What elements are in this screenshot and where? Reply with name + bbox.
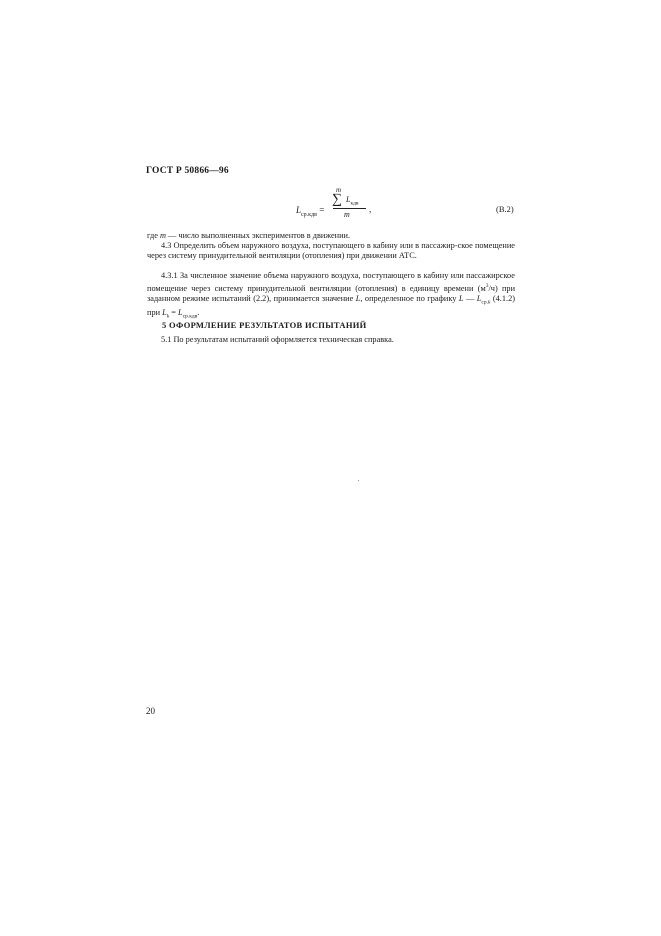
paragraph-5-1: 5.1 По результатам испытаний оформляется техническая справка.: [161, 335, 394, 344]
formula-equals: =: [319, 205, 325, 215]
p431-text-b: /ч) при заданном режиме испытаний (2.2), принимается значение: [147, 283, 516, 303]
document-header: ГОСТ Р 50866—96: [146, 166, 229, 176]
p431-text-a: 4.3.1 За численное значение объема наружного воздуха, поступающего в кабину или пассажирское помещение через систему принудительной вентиляции (отопления) в единицу времени (м: [147, 271, 515, 293]
p431-text-c: , определенное по графику: [360, 293, 459, 303]
p431-text-f: =: [169, 307, 179, 317]
p431-var-l2: L: [458, 293, 464, 303]
p431-var-l3: L: [476, 293, 482, 303]
formula-trail: ,: [369, 204, 372, 214]
formula-num-sub: кдв: [350, 200, 359, 207]
formula-denominator: m: [344, 210, 350, 219]
p431-text-d: —: [463, 293, 477, 303]
equation-number: (В.2): [496, 204, 514, 214]
p431-sub5: ср.кдв: [182, 313, 198, 320]
p431-sub3a: ср.: [481, 299, 488, 306]
where-prefix: где: [147, 231, 160, 240]
p431-sup: 3: [485, 283, 489, 290]
where-text: — число выполненных экспериментов в движении.: [165, 231, 351, 240]
p431-text-e: (4.1.2) при: [147, 293, 515, 317]
formula-b2: [290, 186, 390, 222]
page-number: 20: [146, 706, 155, 716]
p431-text-g: .: [197, 307, 200, 317]
paragraph-4-3: 4.3 Определить объем наружного воздуха, поступающего в кабину или в пассажир-ское помещение через систему принудительной вентиляции (отопления) при движении АТС.: [147, 241, 515, 261]
formula-lhs: [296, 205, 324, 218]
formula-sum-symbol: ∑: [332, 192, 342, 207]
p431-var-l: L: [355, 293, 361, 303]
p431-sub4: k: [166, 313, 170, 320]
formula-numerator: [346, 195, 359, 207]
paragraph-4-3-1: [147, 271, 515, 321]
fraction-bar: [333, 208, 366, 209]
section-5-heading: 5 ОФОРМЛЕНИЕ РЕЗУЛЬТАТОВ ИСПЫТАНИЙ: [162, 320, 367, 330]
formula-lhs-symbol: L: [296, 205, 302, 215]
scan-speck: [358, 480, 359, 481]
where-var: m: [159, 231, 166, 240]
p431-var-l5: L: [178, 307, 183, 317]
where-paragraph: [147, 231, 515, 241]
formula-lhs-sub: ср.кдв: [301, 211, 317, 218]
p431-var-l4: L: [162, 307, 167, 317]
formula-sum-upper: m: [336, 186, 342, 194]
formula-num-symbol: L: [346, 195, 351, 204]
p431-sub3b: k: [487, 299, 491, 306]
